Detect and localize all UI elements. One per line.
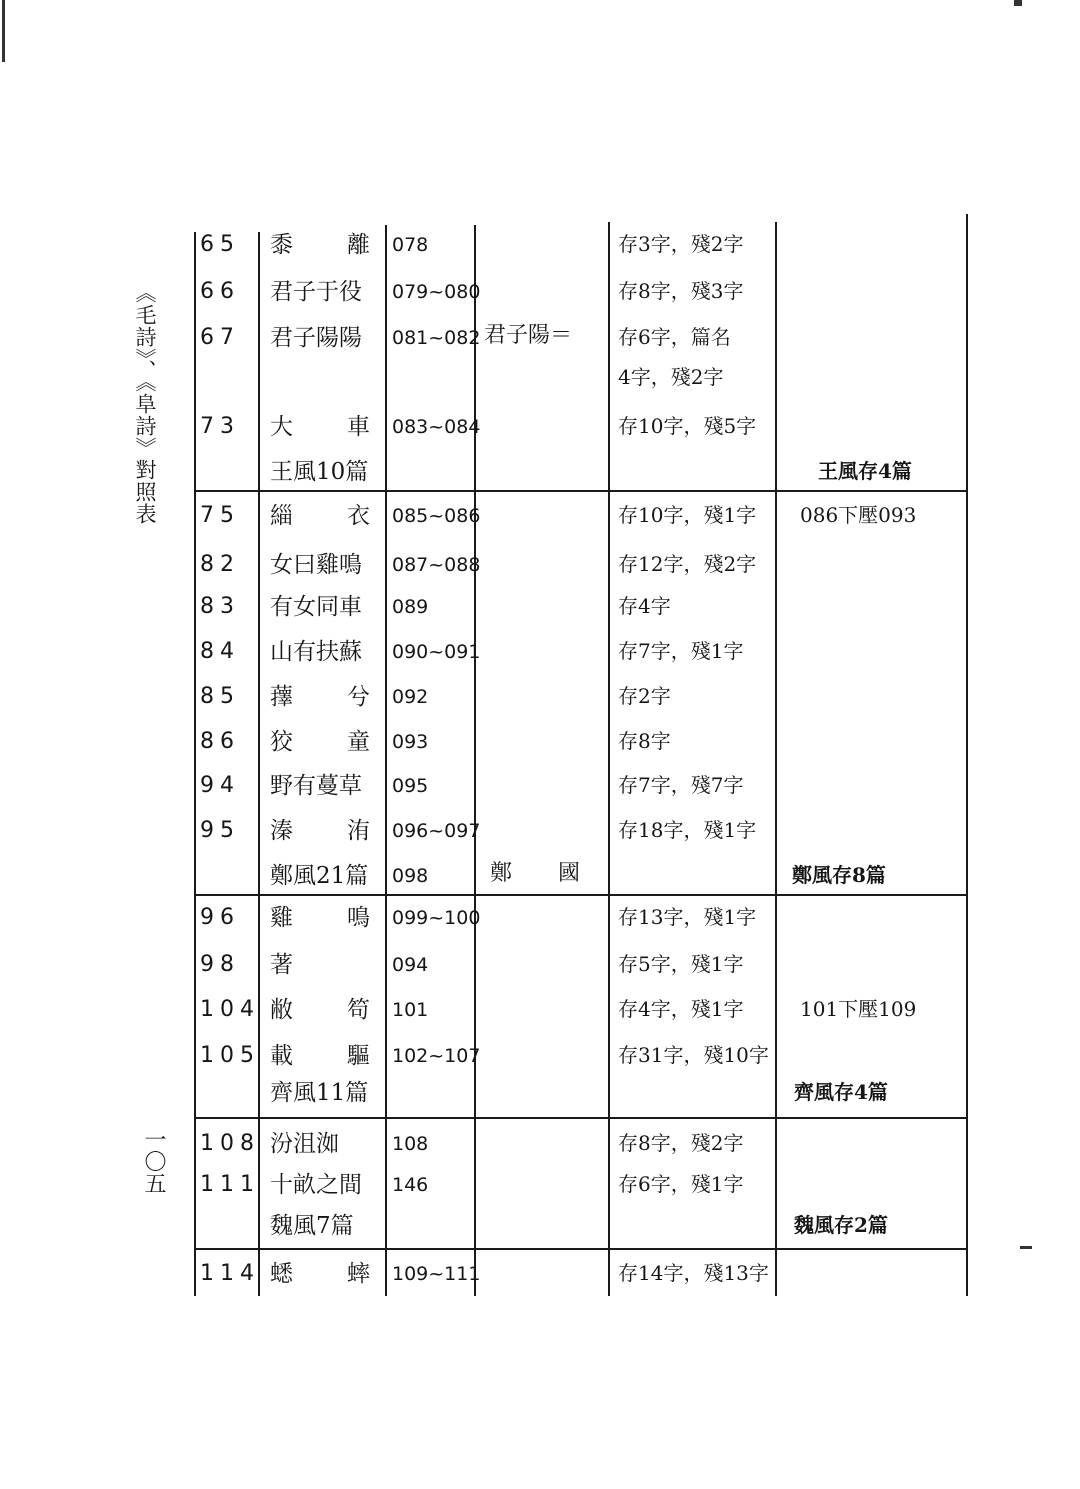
row-number: 86: [200, 729, 240, 754]
poem-title: 有女同車: [270, 594, 362, 620]
poem-title: 著: [270, 952, 293, 978]
preservation-note: 存8字，殘3字: [618, 279, 744, 303]
column-divider-img: [474, 225, 476, 1296]
row-number: 75: [200, 503, 240, 528]
row-number: 65: [200, 232, 240, 257]
poem-title: 敝 笱: [270, 997, 370, 1023]
page-number: 一〇五: [141, 1128, 166, 1194]
image-number: 099~100: [392, 907, 481, 929]
row-number: 73: [200, 414, 240, 439]
image-number: 089: [392, 596, 429, 618]
image-number: 109~111: [392, 1263, 481, 1285]
table-right-border: [966, 214, 968, 1296]
preservation-note: 存7字，殘7字: [618, 773, 744, 797]
preservation-note: 存7字，殘1字: [618, 639, 744, 663]
section-summary: 魏風存2篇: [794, 1213, 888, 1237]
page-edge-mark: [2, 0, 5, 62]
row-number: 82: [200, 552, 240, 577]
poem-title: 山有扶蘇: [270, 639, 362, 665]
column-divider-alt: [608, 222, 610, 1296]
poem-title: 蟋 蟀: [270, 1261, 370, 1287]
column-divider-title: [385, 225, 387, 1296]
row-number: 111: [200, 1172, 260, 1197]
section-separator: [194, 1117, 968, 1119]
poem-title: 汾沮洳: [270, 1131, 339, 1157]
preservation-note: 存5字，殘1字: [618, 952, 744, 976]
poem-title: 雞 鳴: [270, 905, 370, 931]
image-number: 095: [392, 775, 429, 797]
row-number: 114: [200, 1261, 260, 1286]
row-number: 108: [200, 1131, 260, 1156]
overlap-remark: 101下壓109: [800, 997, 917, 1021]
image-number: 108: [392, 1133, 429, 1155]
poem-title: 女曰雞鳴: [270, 552, 362, 578]
image-number: 078: [392, 234, 429, 256]
preservation-note: 存6字，殘1字: [618, 1172, 744, 1196]
section-summary: 王風存4篇: [818, 459, 912, 483]
image-number: 096~097: [392, 820, 481, 842]
row-number: 67: [200, 325, 240, 350]
poem-title: 載 驅: [270, 1043, 370, 1069]
variant-title: 君子陽＝: [484, 323, 573, 348]
preservation-note: 存6字，篇名: [618, 325, 731, 349]
section-separator: [194, 894, 968, 896]
image-number: 102~107: [392, 1045, 481, 1067]
state-name: 鄭 國: [490, 861, 580, 886]
poem-title: 君子陽陽: [270, 325, 362, 351]
preservation-note: 存10字，殘1字: [618, 503, 757, 527]
table-left-border: [194, 232, 196, 1296]
section-summary: 鄭風存8篇: [792, 863, 886, 887]
row-number: 85: [200, 684, 240, 709]
row-number: 104: [200, 997, 260, 1022]
row-number: 66: [200, 279, 240, 304]
image-number: 093: [392, 731, 429, 753]
image-number: 098: [392, 865, 429, 887]
image-number: 092: [392, 686, 429, 708]
image-number: 094: [392, 954, 429, 976]
poem-title: 野有蔓草: [270, 773, 362, 799]
image-number: 083~084: [392, 416, 481, 438]
poem-title: 黍 離: [270, 232, 370, 258]
preservation-note: 存13字，殘1字: [618, 905, 757, 929]
section-total: 鄭風21篇: [270, 863, 369, 889]
preservation-note: 存8字，殘2字: [618, 1131, 744, 1155]
preservation-note: 存14字，殘13字: [618, 1261, 769, 1285]
row-number: 84: [200, 639, 240, 664]
preservation-note: 存3字，殘2字: [618, 232, 744, 256]
scan-speck: [1020, 1246, 1032, 1249]
image-number: 085~086: [392, 505, 481, 527]
section-separator: [194, 1248, 968, 1250]
preservation-note: 存18字，殘1字: [618, 818, 757, 842]
image-number: 101: [392, 999, 429, 1021]
row-number: 95: [200, 818, 240, 843]
section-total: 魏風7篇: [270, 1213, 354, 1239]
row-number: 98: [200, 952, 240, 977]
overlap-remark: 086下壓093: [800, 503, 917, 527]
row-number: 83: [200, 594, 240, 619]
poem-title: 君子于役: [270, 279, 362, 305]
preservation-note: 存2字: [618, 684, 671, 708]
poem-title: 大 車: [270, 414, 370, 440]
section-summary: 齊風存4篇: [794, 1080, 888, 1104]
page-edge-mark: [1014, 0, 1022, 6]
poem-title: 蘀 兮: [270, 684, 370, 710]
section-separator: [194, 490, 968, 492]
poem-title: 十畝之間: [270, 1172, 362, 1198]
image-number: 081~082: [392, 327, 481, 349]
column-divider-note: [775, 222, 777, 1296]
preservation-note: 存4字，殘1字: [618, 997, 744, 1021]
preservation-note: 存4字: [618, 594, 671, 618]
row-number: 94: [200, 773, 240, 798]
preservation-note: 存10字，殘5字: [618, 414, 757, 438]
preservation-note: 存31字，殘10字: [618, 1043, 769, 1067]
poem-title: 狡 童: [270, 729, 370, 755]
image-number: 079~080: [392, 281, 481, 303]
side-running-title: 《毛詩》、《阜詩》對照表: [133, 282, 157, 525]
row-number: 105: [200, 1043, 260, 1068]
poem-title: 緇 衣: [270, 503, 370, 529]
image-number: 087~088: [392, 554, 481, 576]
image-number: 090~091: [392, 641, 481, 663]
preservation-note: 存12字，殘2字: [618, 552, 757, 576]
section-total: 齊風11篇: [270, 1080, 369, 1106]
poem-title: 溱 洧: [270, 818, 370, 844]
preservation-note-continued: 4字，殘2字: [618, 365, 724, 389]
preservation-note: 存8字: [618, 729, 671, 753]
section-total: 王風10篇: [270, 459, 369, 485]
row-number: 96: [200, 905, 240, 930]
image-number: 146: [392, 1174, 429, 1196]
